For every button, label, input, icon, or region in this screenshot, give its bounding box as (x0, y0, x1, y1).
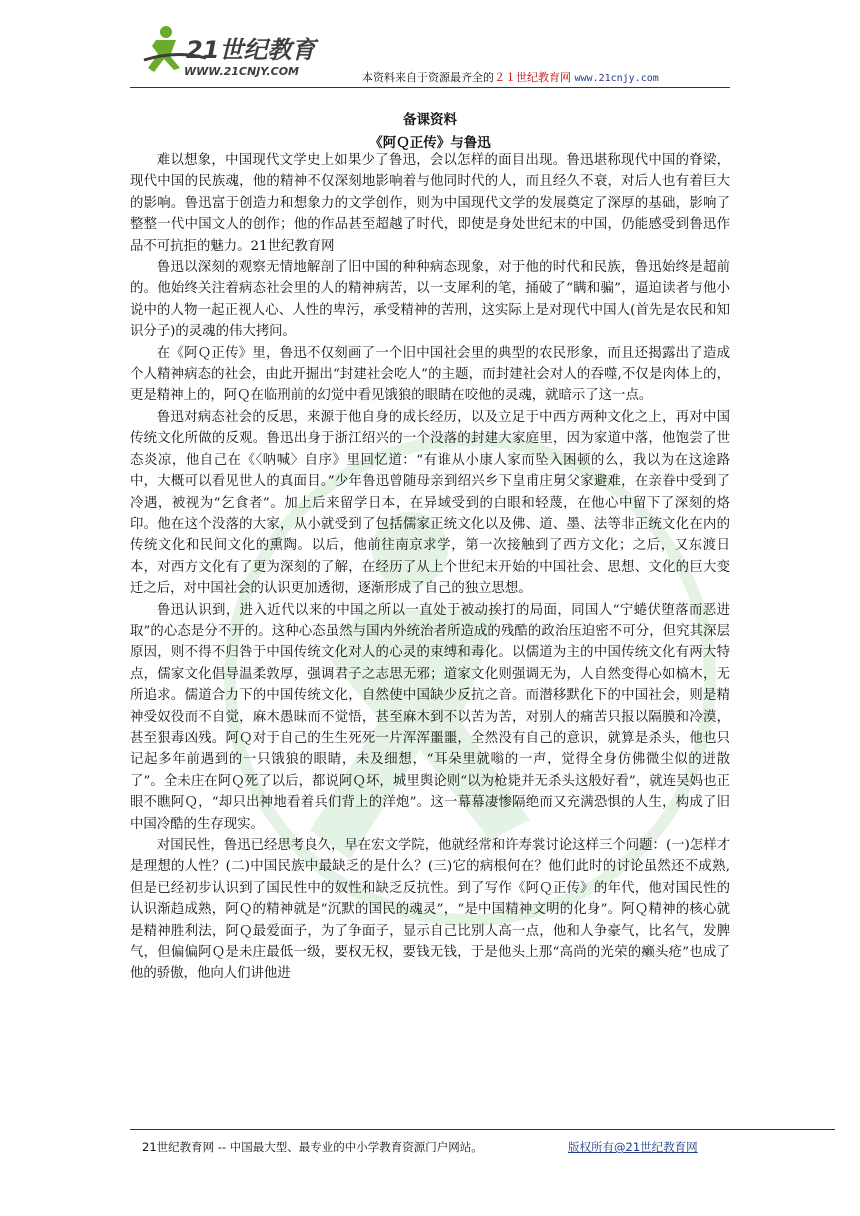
paragraph: 对国民性，鲁迅已经思考良久，早在宏文学院，他就经常和许寿裳讨论这样三个问题：(一)怎样才是理想的人性？(二)中国民族中最缺乏的是什么？(三)它的病根何在？他们此时的讨论虽然还不成熟,但是已经初步认识到了国民性中的奴性和缺乏反抗性。到了写作《阿Ｑ正传》的年代，他对国民性的认识渐趋成熟，阿Ｑ的精神就是“沉默的国民的魂灵”，“是中国精神文明的化身”。阿Ｑ精神的核心就是精神胜利法，阿Ｑ最爱面子，为了争面子，显示自己比别人高一点，他和人争豪气，比名气，发脾气，但偏偏阿Ｑ是未庄最低一级，要权无权，要钱无钱，于是他头上那“高尚的光荣的癞头疮”也成了他的骄傲，他向人们讲他进 (130, 838, 730, 982)
article-title: 《阿Ｑ正传》与鲁迅 (369, 135, 491, 151)
footer-copyright-link[interactable]: 版权所有@21世纪教育网 (568, 1140, 698, 1154)
site-logo[interactable] (136, 22, 346, 86)
paragraph: 在《阿Ｑ正传》里，鲁迅不仅刻画了一个旧中国社会里的典型的农民形象，而且还揭露出了造成个人精神病态的社会，由此开掘出“封建社会吃人”的主题，而封建社会对人的吞噬,不仅是肉体上的，更是精神上的，阿Ｑ在临刑前的幻觉中看见饿狼的眼睛在咬他的灵魂，就暗示了这一点。 (130, 345, 730, 404)
header-source-line (362, 69, 659, 85)
paragraph: 鲁迅认识到，进入近代以来的中国之所以一直处于被动挨打的局面，同国人“宁蜷伏堕落而恶进取”的心态是分不开的。这种心态虽然与国内外统治者所造成的残酷的政治压迫密不可分，但究其深层原因，则不得不归咎于中国传统文化对人的心灵的束缚和毒化。以儒道为主的中国传统文化有两大特点，儒家文化倡导温柔敦厚，强调君子之志思无邪；道家文化则强调无为，人自然变得心如槁木，无所追求。儒道合力下的中国传统文化，自然使中国缺少反抗之音。而潜移默化下的中国社会，则是精神受奴役而不自觉，麻木愚昧而不觉悟，甚至麻木到不以苦为苦，对别人的痛苦只报以隔膜和冷漠，甚至狠毒凶残。阿Ｑ对于自己的生生死死一片浑浑噩噩，全然没有自己的意识，就算是杀头，他也只记起多年前遇到的一只饿狼的眼睛，未及细想，“耳朵里就嗡的一声，觉得全身仿佛微尘似的迸散了”。全未庄在阿Ｑ死了以后，都说阿Ｑ坏，城里舆论则“以为枪毙并无杀头这般好看”，就连吴妈也正眼不瞧阿Ｑ，“却只出神地看着兵们背上的洋炮”。这一幕幕凄惨隔绝而又充满恐惧的人生，构成了旧中国冷酷的生存现实。 (130, 602, 730, 832)
svg-text:WWW.21CNJY.COM: WWW.21CNJY.COM (184, 65, 299, 78)
footer-tagline: 21世纪教育网 -- 中国最大型、最专业的中小学教育资源门户网站。 (142, 1140, 483, 1154)
header-site-name[interactable]: ２１世纪教育网 (494, 71, 571, 84)
article-body (130, 150, 730, 985)
page-header (130, 22, 730, 88)
header-source-prefix: 本资料来自于资源最齐全的 (362, 71, 494, 84)
paragraph: 鲁迅以深刻的观察无情地解剖了旧中国的种种病态现象，对于他的时代和民族，鲁迅始终是超前的。他始终关注着病态社会里的人的精神病苦，以一支犀利的笔，捅破了“瞒和骗”，逼迫读者与他小说中的人物一起正视人心、人性的卑污，承受精神的苦刑，这实际上是对现代中国人(首先是农民和知识分子)的灵魂的伟大拷问。 (130, 260, 730, 340)
paragraph: 鲁迅对病态社会的反思，来源于他自身的成长经历，以及立足于中西方两种文化之上，再对中国传统文化所做的反观。鲁迅出身于浙江绍兴的一个没落的封建大家庭里，因为家道中落，他饱尝了世态炎凉，他自己在《〈呐喊〉自序》里回忆道：“有谁从小康人家而坠入困顿的么，我以为在这途路中，大概可以看见世人的真面目。”少年鲁迅曾随母亲到绍兴乡下皇甫庄舅父家避难，在亲眷中受到了冷遇，被视为“乞食者”。加上后来留学日本，在异域受到的白眼和轻蔑，在他心中留下了深刻的烙印。他在这个没落的大家，从小就受到了包括儒家正统文化以及佛、道、墨、法等非正统文化在内的传统文化和民间文化的熏陶。以后，他前往南京求学，第一次接触到了西方文化；之后，又东渡日本，对西方文化有了更为深刻的了解，在经历了从上个世纪末开始的中国社会、思想、文化的巨大变迁之后，对中国社会的认识更加透彻，逐渐形成了自己的独立思想。 (130, 409, 730, 597)
header-divider (130, 87, 730, 88)
section-title: 备课资料 (403, 112, 457, 128)
paragraph: 难以想象，中国现代文学史上如果少了鲁迅，会以怎样的面目出现。鲁迅堪称现代中国的脊梁，现代中国的民族魂，他的精神不仅深刻地影响着与他同时代的人，而且经久不衰，对后人也有着巨大的影响。鲁迅富于创造力和想象力的文学创作，则为中国现代文学的发展奠定了深厚的基础，影响了整整一代中国文人的创作；他的作品甚至超越了时代，即使是身处世纪末的中国，仍能感受到鲁迅作品不可抗拒的魅力。21世纪教育网 (130, 153, 730, 254)
header-site-url[interactable]: www.21cnjy.com (574, 73, 659, 84)
logo-graphic (136, 22, 346, 86)
svg-text:21世纪教育: 21世纪教育 (186, 36, 316, 64)
footer-divider (130, 1129, 835, 1130)
